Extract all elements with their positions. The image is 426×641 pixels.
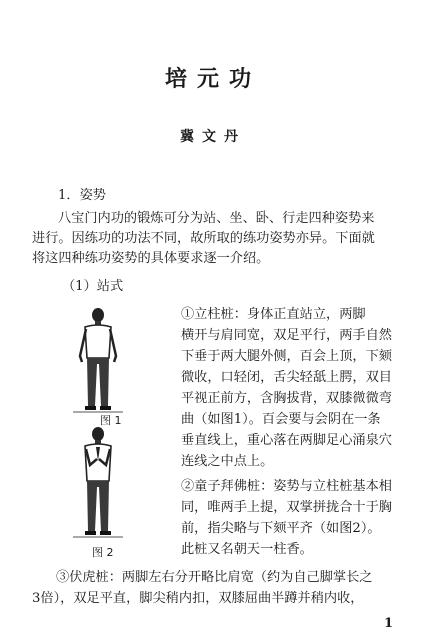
- item2-line: 同，唯两手上提，双掌拼拢合十于胸: [181, 500, 392, 515]
- item1-line: 横开与肩同宽，双足平行，两手自然: [181, 328, 392, 343]
- item1-line: 下垂于两大腿外侧，百会上顶，下颏: [181, 349, 392, 364]
- figure-2-caption: 图 2: [92, 546, 114, 559]
- intro-line: 八宝门内功的锻炼可分为站、坐、卧、行走四种姿势来: [58, 211, 375, 226]
- page-number: 1: [384, 616, 394, 631]
- item2-line: 前，指尖略与下颏平齐（如图2）。: [181, 521, 381, 536]
- author-name: 冀文丹: [180, 129, 246, 145]
- figure-1-standing-illustration: [68, 306, 128, 414]
- intro-line: 进行。因练功的功法不同，故所取的练功姿势亦异。下面就: [32, 231, 375, 246]
- section-heading: 1．姿势: [58, 188, 106, 203]
- subsection-heading: （1）站式: [62, 279, 124, 294]
- item1-line: ①立柱桩：身体正直站立，两脚: [181, 307, 366, 322]
- item2-line: 此桩又名朝天一柱香。: [181, 542, 313, 557]
- item1-line: 曲（如图1）。百会要与会阴在一条: [181, 412, 381, 427]
- article-title: 培元功: [164, 66, 261, 92]
- intro-line: 将这四种练功姿势的具体要求逐一介绍。: [32, 251, 270, 266]
- item1-line: 连线之中点上。: [181, 454, 274, 469]
- item1-line: 平视正前方，含胸拔背，双膝微微弯: [181, 391, 392, 406]
- item1-line: 微收，口轻闭，舌尖轻舐上腭，双目: [181, 370, 392, 385]
- item2-line: ②童子拜佛桩：姿势与立柱桩基本相: [181, 479, 392, 494]
- item3-line: 3倍），双足平直，脚尖稍内扣，双膝屈曲半蹲并稍内收，: [32, 591, 364, 606]
- item3-line: ③伏虎桩：两脚左右分开略比肩宽（约为自己脚掌长之: [56, 570, 373, 585]
- figure-2-prayer-posture-illustration: [68, 425, 128, 541]
- item1-line: 垂直线上，重心落在两脚足心涌泉穴: [181, 433, 392, 448]
- figure-1-caption: 图 1: [100, 414, 122, 427]
